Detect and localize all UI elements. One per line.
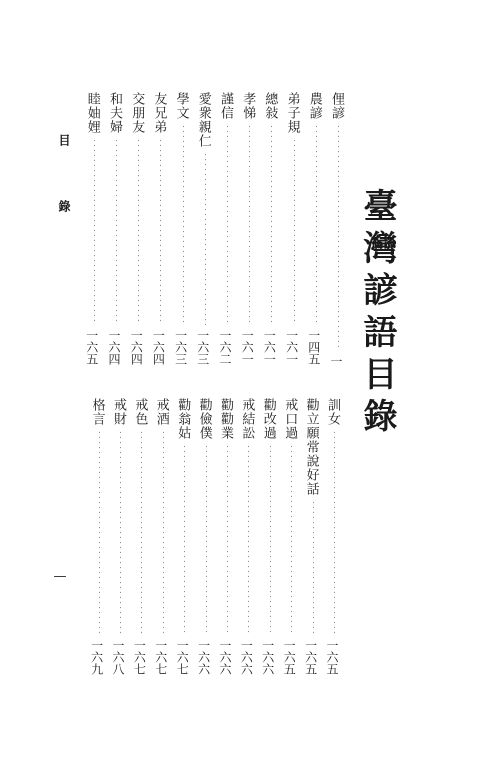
toc-entry	[283, 398, 301, 678]
toc-entry-title: 弟子規	[284, 92, 300, 134]
toc-entry-title: 勸勸業	[218, 398, 233, 440]
toc-entry-page: 一六六	[196, 639, 211, 675]
toc-entry-page: 一六七	[153, 639, 168, 675]
toc-entry-page: 一六七	[175, 639, 190, 675]
toc-entry-title: 睦妯娌	[84, 92, 100, 134]
toc-entry-title: 孝悌	[240, 92, 256, 120]
toc-entry	[175, 92, 193, 368]
toc-entry	[241, 92, 259, 368]
toc-entry	[198, 398, 216, 678]
toc-entry-title: 愛衆親仁	[195, 92, 211, 148]
toc-entry-title: 友兄弟	[151, 92, 167, 134]
toc-entry-page: 一六七	[132, 639, 147, 675]
toc-entry-title: 交朋友	[129, 92, 145, 134]
running-header: 目錄	[57, 134, 71, 266]
toc-entry-title: 和夫婦	[107, 92, 122, 134]
dot-leader	[138, 138, 139, 325]
toc-entry-title: 勸改過	[260, 398, 276, 440]
toc-entry-title: 勸立願常說好話	[303, 398, 319, 496]
toc-entry-title: 戒財	[111, 398, 126, 426]
toc-entry	[155, 398, 173, 678]
toc-entry	[108, 92, 126, 368]
toc-entry	[286, 92, 304, 368]
toc-entry-page: 一六八	[111, 639, 125, 675]
toc-entry-title: 勸儉僕	[196, 398, 212, 440]
dot-leader	[94, 138, 95, 325]
toc-entry-page: 一六一	[284, 329, 299, 365]
toc-entry-page: 一六三	[173, 329, 188, 365]
toc-entry-title: 戒酒	[153, 398, 169, 426]
dot-leader	[248, 444, 249, 635]
toc-entry	[308, 92, 326, 368]
toc-entry	[130, 92, 148, 368]
toc-entry-title: 格言	[89, 398, 105, 426]
toc-entry	[263, 92, 281, 368]
toc-entry-page: 一六三	[195, 329, 210, 365]
dot-leader	[116, 138, 117, 325]
toc-entry-page: 一六六	[218, 639, 232, 675]
toc-entry-page: 一六二	[218, 329, 232, 365]
toc-entry	[152, 92, 170, 368]
dot-leader	[291, 444, 292, 635]
toc-entry	[91, 398, 109, 678]
dot-leader	[271, 124, 272, 325]
toc-entry-page: 一	[329, 355, 343, 367]
toc-entry	[176, 398, 194, 678]
dot-leader	[334, 430, 335, 635]
page-number: —	[53, 569, 67, 584]
toc-entry	[305, 398, 323, 678]
toc-entry-page: 一六一	[240, 329, 255, 365]
toc-entry-title: 總敍	[262, 92, 278, 120]
dot-leader	[99, 430, 100, 635]
toc-entry-title: 俚諺	[329, 92, 344, 120]
toc-entry-page: 一六九	[89, 639, 104, 675]
dot-leader	[270, 444, 271, 635]
toc-entry	[86, 92, 104, 368]
toc-entry	[326, 398, 344, 678]
toc-entry	[133, 398, 151, 678]
dot-leader	[227, 124, 228, 325]
toc-entry-page: 一六五	[84, 329, 99, 365]
toc-entry-page: 一六六	[239, 639, 254, 675]
dot-leader	[249, 124, 250, 325]
dot-leader	[163, 430, 164, 635]
toc-entry-title: 農諺	[306, 92, 322, 120]
dot-leader	[206, 444, 207, 635]
dot-leader	[316, 124, 317, 325]
toc-entry-page: 一六四	[151, 329, 166, 365]
toc-entry	[112, 398, 130, 678]
toc-entry-page: 一六五	[282, 639, 297, 675]
dot-leader	[160, 138, 161, 325]
toc-entry-page: 一六五	[303, 639, 318, 675]
toc-entry-page: 一六六	[260, 639, 275, 675]
toc-entry-title: 戒色	[132, 398, 148, 426]
toc-entry-page: 一六四	[129, 329, 144, 365]
toc-entry-title: 戒結訟	[239, 398, 255, 440]
dot-leader	[120, 430, 121, 635]
toc-entry-page: 一六一	[262, 329, 277, 365]
toc-entry-title: 訓女	[325, 398, 340, 426]
toc-entry-page: 一六四	[107, 329, 121, 365]
dot-leader	[338, 124, 339, 351]
toc-entry-title: 勸翁姑	[175, 398, 191, 440]
dot-leader	[141, 430, 142, 635]
dot-leader	[227, 444, 228, 635]
dot-leader	[313, 500, 314, 635]
dot-leader	[184, 444, 185, 635]
toc-entry-page: 一四五	[306, 329, 321, 365]
toc-entry-title: 學文	[173, 92, 189, 120]
toc-entry	[330, 92, 348, 368]
dot-leader	[205, 152, 206, 325]
dot-leader	[183, 124, 184, 325]
toc-entry-page: 一六五	[325, 639, 339, 675]
toc-entry	[219, 398, 237, 678]
page-title: 臺灣諺語目錄	[357, 188, 397, 440]
toc-entry-title: 戒口過	[282, 398, 298, 440]
toc-entry	[197, 92, 215, 368]
toc-entry	[219, 92, 237, 368]
toc-entry	[262, 398, 280, 678]
dot-leader	[294, 138, 295, 325]
toc-entry	[240, 398, 258, 678]
toc-entry-title: 謹信	[218, 92, 233, 120]
